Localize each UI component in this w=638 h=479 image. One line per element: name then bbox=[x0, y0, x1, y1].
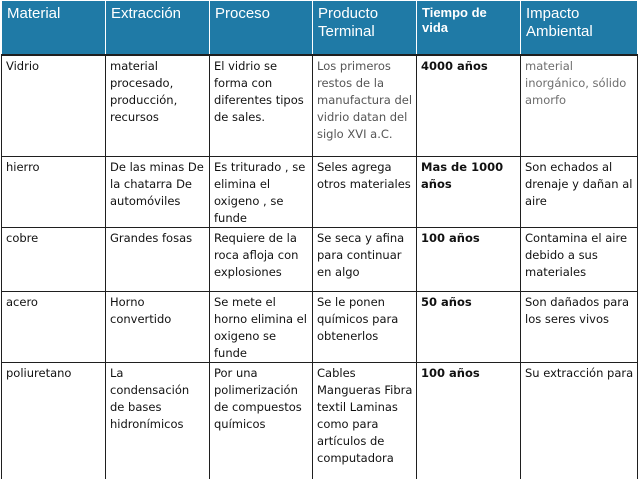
cell-producto: Los primeros restos de la manufactura del vidrio datan del siglo XVI a.C. bbox=[313, 55, 417, 157]
cell-producto: Se seca y afina para continuar en algo bbox=[313, 228, 417, 292]
cell-impacto: Son dañados para los seres vivos bbox=[521, 292, 638, 363]
cell-material: cobre bbox=[2, 228, 106, 292]
cell-extraccion: De las minas De la chatarra De automóviles bbox=[106, 157, 210, 228]
cell-material: Vidrio bbox=[2, 55, 106, 157]
cell-impacto: Contamina el aire debido a sus materiales bbox=[521, 228, 638, 292]
cell-impacto: Su extracción para bbox=[521, 363, 638, 479]
header-tiempo-de-vida: Tiempo de vida bbox=[417, 1, 521, 55]
cell-tiempo: Mas de 1000 años bbox=[417, 157, 521, 228]
cell-tiempo: 50 años bbox=[417, 292, 521, 363]
cell-material: hierro bbox=[2, 157, 106, 228]
cell-extraccion: Horno convertido bbox=[106, 292, 210, 363]
cell-material: poliuretano bbox=[2, 363, 106, 479]
table-row bbox=[2, 228, 638, 292]
cell-proceso: Requiere de la roca afloja con explosiones bbox=[210, 228, 313, 292]
materials-table bbox=[1, 0, 638, 479]
table-row bbox=[2, 55, 638, 157]
table-row bbox=[2, 157, 638, 228]
cell-tiempo: 4000 años bbox=[417, 55, 521, 157]
cell-producto: Seles agrega otros materiales bbox=[313, 157, 417, 228]
header-material: Material bbox=[2, 1, 106, 55]
cell-proceso: Por una polimerización de compuestos químicos bbox=[210, 363, 313, 479]
cell-impacto: material inorgánico, sólido amorfo bbox=[521, 55, 638, 157]
cell-extraccion: material procesado, producción, recursos bbox=[106, 55, 210, 157]
cell-producto: Se le ponen químicos para obtenerlos bbox=[313, 292, 417, 363]
header-impacto-ambiental: Impacto Ambiental bbox=[521, 1, 638, 55]
cell-extraccion: Grandes fosas bbox=[106, 228, 210, 292]
header-row bbox=[2, 1, 638, 55]
cell-tiempo: 100 años bbox=[417, 363, 521, 479]
cell-tiempo: 100 años bbox=[417, 228, 521, 292]
header-extraccion: Extracción bbox=[106, 1, 210, 55]
cell-extraccion: La condensación de bases hidronímicos bbox=[106, 363, 210, 479]
cell-proceso: Se mete el horno elimina el oxigeno se funde bbox=[210, 292, 313, 363]
table-row bbox=[2, 363, 638, 479]
cell-material: acero bbox=[2, 292, 106, 363]
cell-proceso: El vidrio se forma con diferentes tipos de sales. bbox=[210, 55, 313, 157]
header-producto-terminal: Producto Terminal bbox=[313, 1, 417, 55]
cell-producto: Cables Mangueras Fibra textil Laminas como para artículos de computadora bbox=[313, 363, 417, 479]
header-proceso: Proceso bbox=[210, 1, 313, 55]
table-row bbox=[2, 292, 638, 363]
cell-impacto: Son echados al drenaje y dañan al aire bbox=[521, 157, 638, 228]
cell-proceso: Es triturado , se elimina el oxigeno , se funde bbox=[210, 157, 313, 228]
